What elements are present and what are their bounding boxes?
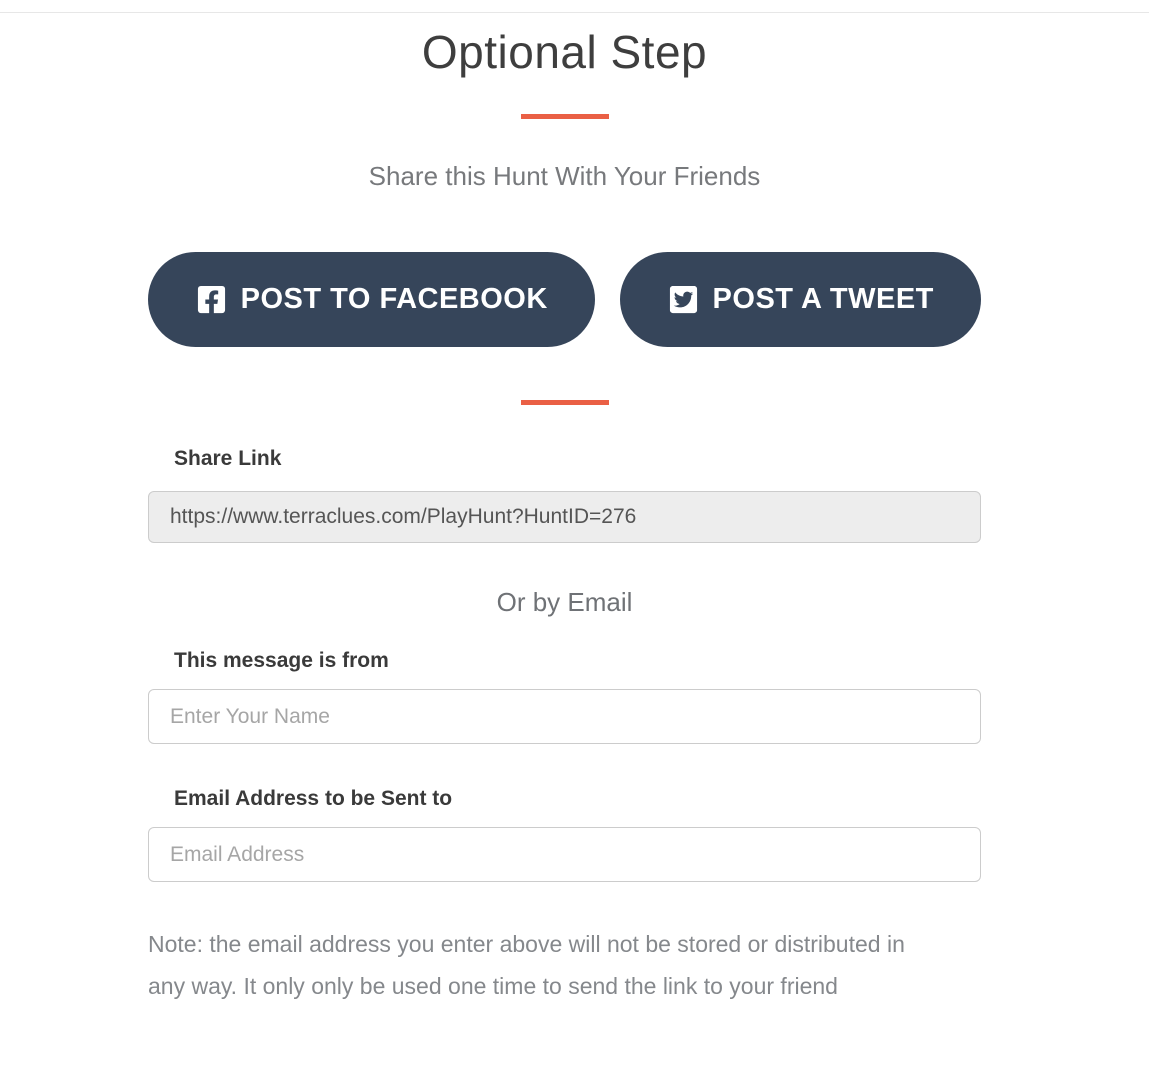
message-from-label: This message is from bbox=[174, 649, 389, 672]
optional-step-panel bbox=[148, 25, 981, 1007]
post-a-tweet-button[interactable] bbox=[620, 252, 981, 347]
panel-top-border bbox=[0, 12, 1149, 13]
email-to-label: Email Address to be Sent to bbox=[174, 787, 453, 810]
share-subtitle: Share this Hunt With Your Friends bbox=[368, 161, 761, 191]
sender-name-input[interactable] bbox=[148, 689, 981, 744]
page-title: Optional Step bbox=[421, 26, 708, 78]
post-a-tweet-label: POST A TWEET bbox=[712, 283, 934, 315]
privacy-note: Note: the email address you enter above will not be stored or distributed in any way. It only only be used one time to send the link to your friend bbox=[148, 931, 905, 999]
recipient-email-input[interactable] bbox=[148, 827, 981, 882]
post-to-facebook-button[interactable] bbox=[148, 252, 595, 347]
post-to-facebook-label: POST TO FACEBOOK bbox=[240, 283, 548, 315]
share-link-input[interactable] bbox=[148, 491, 981, 543]
orange-divider-bottom bbox=[521, 400, 609, 405]
or-by-email-heading: Or by Email bbox=[496, 587, 633, 617]
social-button-row bbox=[148, 252, 981, 347]
facebook-square-icon bbox=[196, 284, 227, 315]
orange-divider-top bbox=[521, 114, 609, 119]
share-link-label: Share Link bbox=[174, 447, 282, 470]
twitter-square-icon bbox=[668, 284, 699, 315]
